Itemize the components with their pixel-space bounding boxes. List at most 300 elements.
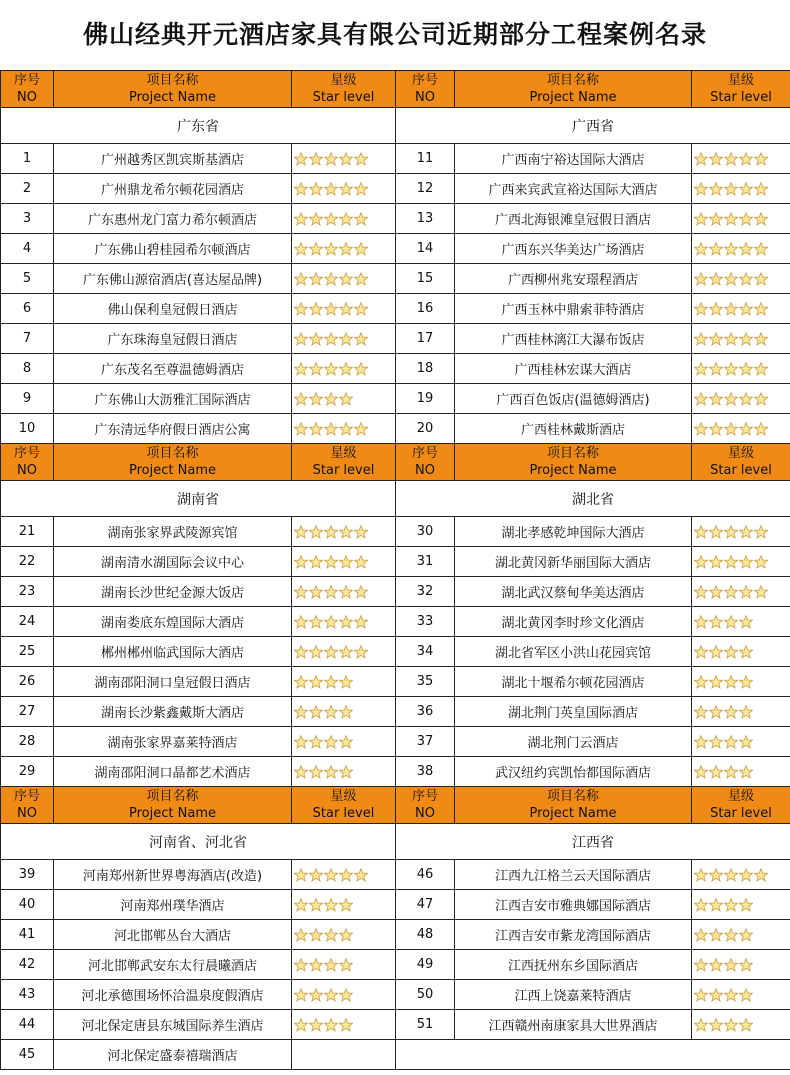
star-rating [292, 697, 396, 727]
star-icon [694, 735, 708, 749]
header-row [1, 444, 790, 481]
province-left: 广东省 [1, 108, 396, 144]
star-icon [754, 392, 768, 406]
project-name: 湖北荆门英皇国际酒店 [455, 697, 692, 727]
project-name: 湖北黄冈新华丽国际大酒店 [455, 547, 692, 577]
star-icon [724, 898, 738, 912]
no-header-en: NO [415, 463, 435, 478]
row-number: 16 [396, 294, 455, 324]
table-row [1, 1040, 790, 1070]
star-rating [292, 577, 396, 607]
project-name: 广西桂林宏谋大酒店 [455, 354, 692, 384]
row-number: 1 [1, 144, 54, 174]
stars [294, 212, 368, 226]
star-icon [354, 525, 368, 539]
stars [694, 152, 768, 166]
star-rating [292, 144, 396, 174]
star-icon [739, 928, 753, 942]
star-icon [294, 272, 308, 286]
project-name: 江西抚州东乡国际酒店 [455, 950, 692, 980]
star-icon [354, 272, 368, 286]
stars [694, 525, 768, 539]
project-name: 广西北海银滩皇冠假日酒店 [455, 204, 692, 234]
star-icon [709, 675, 723, 689]
star-icon [694, 302, 708, 316]
star-icon [324, 868, 338, 882]
star-rating [292, 860, 396, 890]
stars [294, 675, 353, 689]
star-icon [294, 182, 308, 196]
table-row [1, 234, 790, 264]
stars [294, 705, 353, 719]
star-header-en: Star level [312, 806, 375, 821]
row-number: 7 [1, 324, 54, 354]
name-header [455, 71, 692, 108]
star-icon [324, 1018, 338, 1032]
row-number: 18 [396, 354, 455, 384]
row-number: 24 [1, 607, 54, 637]
star-icon [324, 555, 338, 569]
row-number: 48 [396, 920, 455, 950]
star-icon [339, 868, 353, 882]
table-row [1, 517, 790, 547]
star-icon [339, 182, 353, 196]
province-row [1, 481, 790, 517]
row-number: 35 [396, 667, 455, 697]
province-right: 江西省 [396, 824, 790, 860]
star-icon [739, 675, 753, 689]
project-name: 湖南长沙紫鑫戴斯大酒店 [54, 697, 292, 727]
star-icon [709, 645, 723, 659]
no-header-en: NO [415, 806, 435, 821]
name-header-en: Project Name [529, 463, 617, 478]
star-icon [694, 645, 708, 659]
star-icon [324, 705, 338, 719]
star-icon [324, 645, 338, 659]
star-icon [339, 1018, 353, 1032]
row-number: 27 [1, 697, 54, 727]
table-row [1, 144, 790, 174]
row-number: 12 [396, 174, 455, 204]
row-number: 43 [1, 980, 54, 1010]
row-number: 47 [396, 890, 455, 920]
star-icon [754, 525, 768, 539]
star-header [692, 71, 790, 108]
star-icon [724, 928, 738, 942]
project-name: 广东惠州龙门富力希尔顿酒店 [54, 204, 292, 234]
star-icon [724, 392, 738, 406]
star-icon [709, 705, 723, 719]
star-rating [292, 414, 396, 444]
row-number: 32 [396, 577, 455, 607]
star-icon [309, 302, 323, 316]
project-name: 广西东兴华美达广场酒店 [455, 234, 692, 264]
star-icon [754, 362, 768, 376]
stars [694, 212, 768, 226]
project-name: 河北邯郸武安东太行晨曦酒店 [54, 950, 292, 980]
star-icon [724, 332, 738, 346]
stars [694, 735, 753, 749]
star-header-cn: 星级 [727, 446, 754, 461]
name-header-cn: 项目名称 [146, 73, 199, 88]
star-icon [294, 705, 308, 719]
star-icon [324, 615, 338, 629]
star-rating [292, 547, 396, 577]
star-rating [292, 294, 396, 324]
row-number: 4 [1, 234, 54, 264]
no-header-en: NO [17, 806, 37, 821]
project-name: 湖北荆门云酒店 [455, 727, 692, 757]
star-icon [709, 735, 723, 749]
star-icon [309, 868, 323, 882]
stars [294, 735, 353, 749]
star-icon [294, 422, 308, 436]
stars [294, 928, 353, 942]
star-icon [294, 585, 308, 599]
star-icon [754, 302, 768, 316]
star-icon [324, 332, 338, 346]
province-row [1, 824, 790, 860]
star-icon [339, 928, 353, 942]
star-icon [724, 555, 738, 569]
row-number: 14 [396, 234, 455, 264]
table-row [1, 980, 790, 1010]
star-rating [692, 980, 790, 1010]
star-icon [339, 152, 353, 166]
star-icon [294, 868, 308, 882]
project-name: 广州越秀区凯宾斯基酒店 [54, 144, 292, 174]
project-name: 江西上饶嘉莱特酒店 [455, 980, 692, 1010]
row-number: 19 [396, 384, 455, 414]
star-icon [294, 615, 308, 629]
star-icon [724, 525, 738, 539]
stars [294, 242, 368, 256]
star-rating [292, 667, 396, 697]
star-icon [724, 242, 738, 256]
table-row [1, 860, 790, 890]
project-name: 广西百色饭店(温德姆酒店) [455, 384, 692, 414]
star-icon [339, 765, 353, 779]
table-row [1, 757, 790, 787]
name-header [455, 444, 692, 481]
star-icon [339, 958, 353, 972]
star-icon [339, 555, 353, 569]
star-header-cn: 星级 [330, 789, 357, 804]
star-icon [739, 242, 753, 256]
row-number: 28 [1, 727, 54, 757]
star-icon [709, 422, 723, 436]
star-rating [292, 757, 396, 787]
stars [694, 362, 768, 376]
star-icon [354, 182, 368, 196]
star-icon [309, 555, 323, 569]
star-rating [292, 204, 396, 234]
star-icon [354, 242, 368, 256]
stars [294, 332, 368, 346]
star-rating [292, 384, 396, 414]
star-icon [309, 212, 323, 226]
star-icon [309, 645, 323, 659]
star-icon [309, 928, 323, 942]
star-icon [754, 242, 768, 256]
star-icon [294, 392, 308, 406]
star-icon [754, 422, 768, 436]
table-row [1, 667, 790, 697]
row-number: 34 [396, 637, 455, 667]
stars [694, 585, 768, 599]
project-name: 湖北省军区小洪山花园宾馆 [455, 637, 692, 667]
table-row [1, 384, 790, 414]
project-name: 广东佛山源宿酒店(喜达屋品牌) [54, 264, 292, 294]
stars [694, 988, 753, 1002]
star-icon [739, 1018, 753, 1032]
star-header-en: Star level [312, 463, 375, 478]
star-icon [354, 332, 368, 346]
star-icon [724, 958, 738, 972]
star-icon [694, 392, 708, 406]
star-icon [739, 765, 753, 779]
star-icon [754, 868, 768, 882]
star-icon [724, 422, 738, 436]
stars [694, 555, 768, 569]
star-icon [694, 555, 708, 569]
row-number: 20 [396, 414, 455, 444]
star-icon [709, 958, 723, 972]
star-icon [739, 868, 753, 882]
stars [294, 422, 368, 436]
project-name: 河南郑州璞华酒店 [54, 890, 292, 920]
name-header-cn: 项目名称 [546, 73, 599, 88]
project-name: 江西赣州南康家具大世界酒店 [455, 1010, 692, 1040]
star-rating [692, 294, 790, 324]
star-icon [694, 332, 708, 346]
no-header-en: NO [17, 90, 37, 105]
row-number: 5 [1, 264, 54, 294]
row-number: 46 [396, 860, 455, 890]
stars [294, 392, 353, 406]
star-rating [292, 264, 396, 294]
star-icon [354, 422, 368, 436]
star-icon [324, 302, 338, 316]
star-icon [739, 212, 753, 226]
row-number: 38 [396, 757, 455, 787]
star-icon [294, 242, 308, 256]
star-icon [354, 212, 368, 226]
star-icon [339, 988, 353, 1002]
star-icon [739, 182, 753, 196]
star-icon [754, 585, 768, 599]
star-icon [339, 735, 353, 749]
star-icon [309, 988, 323, 1002]
star-icon [724, 988, 738, 1002]
star-icon [324, 928, 338, 942]
project-name: 湖北孝感乾坤国际大酒店 [455, 517, 692, 547]
star-rating [292, 980, 396, 1010]
star-icon [709, 332, 723, 346]
star-rating [692, 324, 790, 354]
row-number: 40 [1, 890, 54, 920]
project-name: 广东茂名至尊温德姆酒店 [54, 354, 292, 384]
star-icon [754, 555, 768, 569]
project-name: 广西来宾武宣裕达国际大酒店 [455, 174, 692, 204]
star-header-cn: 星级 [330, 446, 357, 461]
table-row [1, 920, 790, 950]
star-icon [694, 362, 708, 376]
star-header [692, 444, 790, 481]
star-icon [339, 212, 353, 226]
star-icon [339, 242, 353, 256]
stars [294, 362, 368, 376]
stars [694, 182, 768, 196]
table-row [1, 174, 790, 204]
header-row [1, 71, 790, 108]
stars [694, 302, 768, 316]
row-number: 42 [1, 950, 54, 980]
star-icon [339, 422, 353, 436]
no-header [1, 444, 54, 481]
project-name: 湖南娄底东煌国际大酒店 [54, 607, 292, 637]
row-number: 37 [396, 727, 455, 757]
star-icon [354, 585, 368, 599]
star-header [692, 787, 790, 824]
star-icon [694, 242, 708, 256]
star-icon [324, 242, 338, 256]
star-icon [309, 585, 323, 599]
star-rating [692, 697, 790, 727]
star-icon [324, 392, 338, 406]
table-row [1, 324, 790, 354]
no-header-en: NO [17, 463, 37, 478]
name-header-cn: 项目名称 [546, 789, 599, 804]
star-icon [294, 928, 308, 942]
table-row [1, 547, 790, 577]
star-icon [309, 272, 323, 286]
stars [294, 272, 368, 286]
row-number: 15 [396, 264, 455, 294]
star-icon [739, 898, 753, 912]
row-number: 36 [396, 697, 455, 727]
row-number: 31 [396, 547, 455, 577]
star-icon [309, 422, 323, 436]
row-number: 6 [1, 294, 54, 324]
stars [694, 422, 768, 436]
star-icon [739, 302, 753, 316]
no-header [1, 787, 54, 824]
star-icon [294, 152, 308, 166]
star-icon [694, 1018, 708, 1032]
row-number: 39 [1, 860, 54, 890]
star-rating [692, 517, 790, 547]
star-icon [724, 585, 738, 599]
stars [294, 1018, 353, 1032]
star-rating [292, 727, 396, 757]
star-icon [309, 615, 323, 629]
star-icon [739, 958, 753, 972]
star-header-cn: 星级 [330, 73, 357, 88]
star-icon [324, 735, 338, 749]
star-icon [309, 392, 323, 406]
star-icon [709, 152, 723, 166]
stars [294, 898, 353, 912]
star-rating [692, 757, 790, 787]
star-icon [294, 735, 308, 749]
name-header [54, 71, 292, 108]
star-icon [354, 555, 368, 569]
row-number: 45 [1, 1040, 54, 1070]
project-name: 河北邯郸丛台大酒店 [54, 920, 292, 950]
star-rating [292, 354, 396, 384]
star-icon [294, 525, 308, 539]
star-icon [324, 362, 338, 376]
star-icon [324, 675, 338, 689]
star-icon [294, 302, 308, 316]
star-icon [339, 525, 353, 539]
star-icon [754, 212, 768, 226]
stars [294, 765, 353, 779]
star-icon [294, 645, 308, 659]
stars [694, 765, 753, 779]
star-icon [309, 735, 323, 749]
star-icon [754, 152, 768, 166]
star-icon [339, 705, 353, 719]
stars [694, 242, 768, 256]
star-icon [339, 898, 353, 912]
star-icon [354, 868, 368, 882]
row-number: 11 [396, 144, 455, 174]
star-icon [694, 272, 708, 286]
star-icon [339, 645, 353, 659]
star-icon [739, 272, 753, 286]
star-icon [739, 735, 753, 749]
table-row [1, 294, 790, 324]
star-icon [739, 392, 753, 406]
no-header [396, 787, 455, 824]
name-header-cn: 项目名称 [146, 789, 199, 804]
province-left: 湖南省 [1, 481, 396, 517]
star-icon [354, 152, 368, 166]
project-name: 江西吉安市雅典娜国际酒店 [455, 890, 692, 920]
star-rating [692, 950, 790, 980]
star-icon [339, 392, 353, 406]
star-icon [709, 585, 723, 599]
stars [694, 675, 753, 689]
table-row [1, 697, 790, 727]
star-icon [709, 272, 723, 286]
star-icon [324, 765, 338, 779]
star-icon [294, 898, 308, 912]
star-rating [292, 1010, 396, 1040]
star-icon [324, 525, 338, 539]
row-number: 21 [1, 517, 54, 547]
star-rating [692, 174, 790, 204]
star-rating [292, 607, 396, 637]
star-icon [709, 525, 723, 539]
no-header [396, 71, 455, 108]
table-row [1, 264, 790, 294]
row-number: 30 [396, 517, 455, 547]
star-icon [694, 212, 708, 226]
star-icon [339, 302, 353, 316]
no-header-cn: 序号 [13, 73, 40, 88]
stars [694, 928, 753, 942]
star-icon [309, 242, 323, 256]
star-icon [339, 615, 353, 629]
no-header-cn: 序号 [411, 446, 438, 461]
stars [294, 615, 368, 629]
star-rating [692, 234, 790, 264]
star-icon [324, 212, 338, 226]
star-icon [309, 182, 323, 196]
